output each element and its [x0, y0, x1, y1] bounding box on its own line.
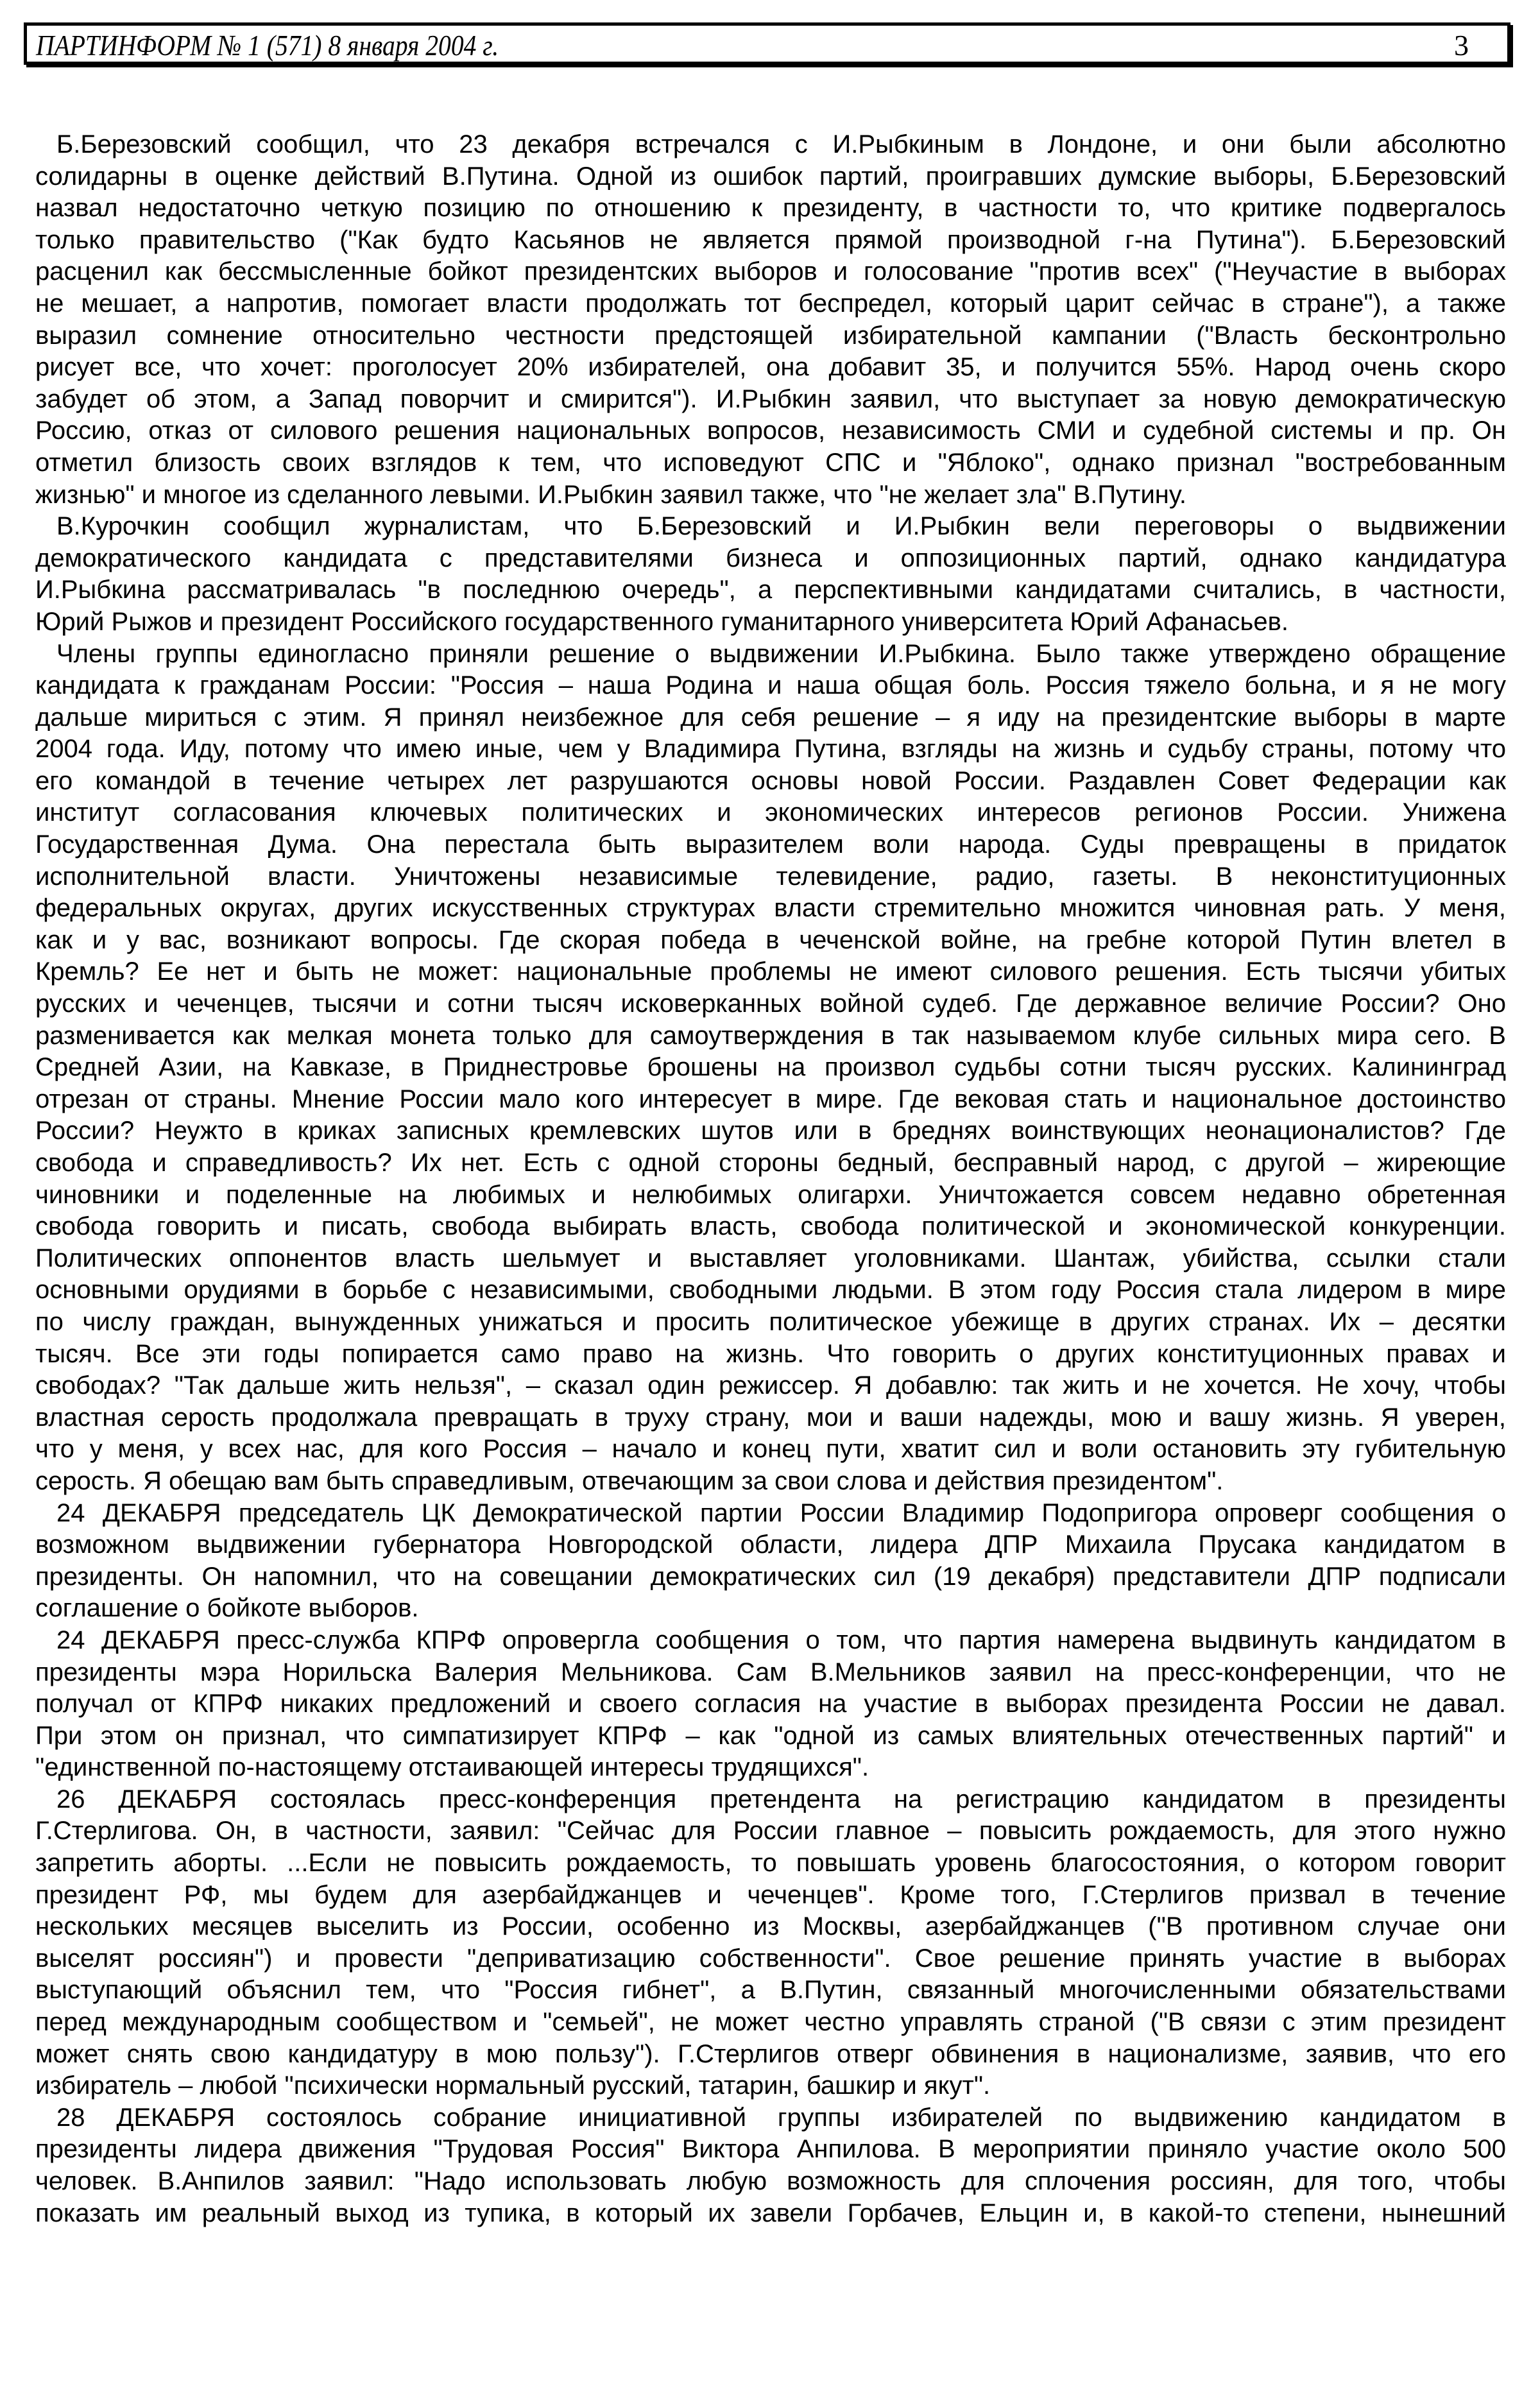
text-line: забудет об этом, а Запад поворчит и смирится"). И.Рыбкин заявил, что выступает за новую демократическую — [35, 384, 1506, 413]
text-line: Государственная Дума. Она перестала быть выразителем воли народа. Суды превращены в придаток — [35, 830, 1506, 859]
text-line: избиратель – любой "психически нормальный русский, татарин, башкир и якут". — [35, 2071, 991, 2100]
text-line: дальше мириться с этим. Я принял неизбежное для себя решение – я иду на президентские выборы в марте — [35, 703, 1506, 732]
text-line: расценил как бессмысленные бойкот президентских выборов и голосование "против всех" ("Неучастие в выборах — [35, 257, 1506, 286]
text-line: как и у вас, возникают вопросы. Где скорая победа в чеченской войне, на гребне которой Путин влетел в — [35, 925, 1506, 954]
text-line: 24 ДЕКАБРЯ пресс-служба КПРФ опровергла сообщения о том, что партия намерена выдвинуть кандидатом в — [56, 1625, 1506, 1654]
page-number: 3 — [1454, 29, 1469, 62]
paragraph — [35, 638, 1506, 1498]
text-line: назвал недостаточно четкую позицию по отношению к президенту, в частности то, что критике подвергалось — [35, 194, 1506, 223]
text-line: отметил близость своих взглядов к тем, что исповедуют СПС и "Яблоко", однако признал "востребованным — [35, 448, 1506, 477]
text-line: выразил сомнение относительно честности предстоящей избирательной кампании ("Власть бесконтрольно — [35, 321, 1506, 350]
text-line: чиновники и поделенные на любимых и нелюбимых олигархи. Уничтожается совсем недавно обретенная — [35, 1180, 1506, 1209]
text-line: Члены группы единогласно приняли решение о выдвижении И.Рыбкина. Было также утверждено обращение — [56, 639, 1506, 668]
text-line: президенты. Он напомнил, что на совещании демократических сил (19 декабря) представители ДПР подписали — [35, 1562, 1506, 1591]
text-line: свобода говорить и писать, свобода выбирать власть, свобода политической и экономической конкуренции. — [35, 1212, 1506, 1241]
paragraph — [35, 1498, 1506, 1625]
text-line: России? Неужто в криках записных кремлевских шутов или в бреднях воинствующих неонационалистов? Где — [35, 1117, 1506, 1145]
text-line: нескольких месяцев выселить из России, особенно из Москвы, азербайджанцев ("В противном случае они — [35, 1912, 1506, 1941]
text-line: по числу граждан, вынужденных унижаться и просить политическое убежище в других странах. Их – десятки — [35, 1307, 1506, 1336]
text-line: что у меня, у всех нас, для кого Россия – начало и конец пути, хватит сил и воли остановить эту губительную — [35, 1435, 1506, 1464]
text-line: кандидата к гражданам России: "Россия – наша Родина и наша общая боль. Россия тяжело больна, и я не могу — [35, 671, 1506, 700]
text-line: свободах? "Так дальше жить нельзя", – сказал один режиссер. Я добавлю: так жить и не хочется. Не хочу, чтобы — [35, 1371, 1506, 1400]
text-line: его командой в течение четырех лет разрушаются основы новой России. Раздавлен Совет Федерации как — [35, 766, 1506, 795]
paragraph — [35, 1784, 1506, 2102]
text-line: президенты лидера движения "Трудовая Россия" Виктора Анпилова. В мероприятии приняло участие около 500 — [35, 2135, 1506, 2164]
text-line: тысяч. Все эти годы попирается само право на жизнь. Что говорить о других конституционных правах и — [35, 1339, 1506, 1368]
text-line: 26 ДЕКАБРЯ состоялась пресс-конференция претендента на регистрацию кандидатом в президенты — [56, 1785, 1506, 1813]
text-line: соглашение о бойкоте выборов. — [35, 1594, 419, 1623]
text-line: федеральных округах, других искусственных структурах власти стремительно множится чиновная рать. У меня, — [35, 894, 1506, 923]
text-line: Россию, отказ от силового решения национальных вопросов, независимость СМИ и судебной системы и пр. Он — [35, 416, 1506, 445]
text-line: запретить аборты. ...Если не повысить рождаемость, то повышать уровень благосостояния, о котором говорит — [35, 1849, 1506, 1878]
text-line: получал от КПРФ никаких предложений и своего согласия на участие в выборах президента России не давал. — [35, 1690, 1506, 1718]
text-line: возможном выдвижении губернатора Новгородской области, лидера ДПР Михаила Прусака кандидатом в — [35, 1530, 1506, 1559]
text-line: выступающий объяснил тем, что "Россия гибнет", а В.Путин, связанный многочисленными обязательствами — [35, 1976, 1506, 2005]
text-line: Средней Азии, на Кавказе, в Приднестровье брошены на произвол судьбы сотни тысяч русских. Калининград — [35, 1053, 1506, 1082]
text-line: основными орудиями в борьбе с независимыми, свободными людьми. В этом году Россия стала лидером в мире — [35, 1276, 1506, 1305]
text-line: рисует все, что хочет: проголосует 20% избирателей, она добавит 35, и получится 55%. Народ очень скоро — [35, 353, 1506, 382]
paragraph — [35, 129, 1506, 511]
text-line: Г.Стерлигова. Он, в частности, заявил: "Сейчас для России главное – повысить рождаемость, для этого нужно — [35, 1817, 1506, 1846]
text-line: не мешает, а напротив, помогает власти продолжать тот беспредел, который царит сейчас в стране"), а также — [35, 289, 1506, 318]
text-line: И.Рыбкина рассматривалась "в последнюю очередь", а перспективными кандидатами считались, в частности, — [35, 576, 1506, 604]
text-line: президент РФ, мы будем для азербайджанцев и чеченцев". Кроме того, Г.Стерлигов призвал в течение — [35, 1880, 1506, 1909]
text-line: русских и чеченцев, тысячи и сотни тысяч исковерканных войной судеб. Где державное величие России? Оно — [35, 990, 1506, 1018]
text-line: 2004 года. Иду, потому что имею иные, чем у Владимира Путина, взгляды на жизнь и судьбу страны, потому что — [35, 735, 1506, 764]
text-line: "единственной по-настоящему отстаивающей интересы трудящихся". — [35, 1753, 869, 1782]
text-line: Кремль? Ее нет и быть не может: национальные проблемы не имеют силового решения. Есть тысячи убитых — [35, 957, 1506, 986]
text-line: отрезан от страны. Мнение России мало кого интересует в мире. Где вековая стать и национальное достоинство — [35, 1084, 1506, 1113]
text-line: президенты мэра Норильска Валерия Мельникова. Сам В.Мельников заявил на пресс-конференции, что не — [35, 1658, 1506, 1686]
text-line: свобода и справедливость? Их нет. Есть с одной стороны бедный, бесправный народ, с другой – жиреющие — [35, 1149, 1506, 1177]
text-line: 28 ДЕКАБРЯ состоялось собрание инициативной группы избирателей по выдвижению кандидатом в — [56, 2103, 1506, 2132]
article-body — [35, 129, 1506, 2229]
text-line: При этом он признал, что симпатизирует КПРФ – как "одной из самых влиятельных отечественных партий" и — [35, 1721, 1506, 1750]
text-line: властная серость продолжала превращать в труху страну, мои и ваши надежды, мою и вашу жизнь. Я уверен, — [35, 1403, 1506, 1432]
text-line: демократического кандидата с представителями бизнеса и оппозиционных партий, однако кандидатура — [35, 544, 1506, 572]
text-line: институт согласования ключевых политических и экономических интересов регионов России. Унижена — [35, 798, 1506, 827]
text-line: показать им реальный выход из тупика, в который их завели Горбачев, Ельцин и, в какой-то степени, нынешний — [35, 2198, 1506, 2227]
paragraph — [35, 511, 1506, 638]
text-line: исполнительной власти. Уничтожены независимые телевидение, радио, газеты. В неконституционных — [35, 862, 1506, 891]
paragraph — [35, 2102, 1506, 2229]
text-line: 24 ДЕКАБРЯ председатель ЦК Демократической партии России Владимир Подопригора опроверг сообщения о — [56, 1498, 1506, 1527]
text-line: серость. Я обещаю вам быть справедливым, отвечающим за свои слова и действия президентом". — [35, 1466, 1224, 1495]
text-line: разменивается как мелкая монета только для самоутверждения в так называемом клубе сильных мира сего. В — [35, 1021, 1506, 1050]
text-line: солидарны в оценке действий В.Путина. Одной из ошибок партий, проигравших думские выборы, Б.Березовский — [35, 162, 1506, 191]
paragraph — [35, 1625, 1506, 1784]
page-header — [24, 22, 1510, 65]
text-line: может снять свою кандидатуру в мою пользу"). Г.Стерлигов отверг обвинения в национализме, заявив, что его — [35, 2039, 1506, 2068]
text-line: Юрий Рыжов и президент Российского государственного гуманитарного университета Юрий Афанасьев. — [35, 607, 1288, 636]
text-line: только правительство ("Как будто Касьянов не является прямой производной г-на Путина"). Б.Березовский — [35, 225, 1506, 254]
text-line: перед международным сообществом и "семьей", не может честно управлять страной ("В связи с этим президент — [35, 2008, 1506, 2037]
text-line: В.Курочкин сообщил журналистам, что Б.Березовский и И.Рыбкин вели переговоры о выдвижении — [56, 512, 1506, 541]
publication-title: ПАРТИНФОРМ № 1 (571) 8 января 2004 г. — [36, 29, 499, 62]
text-line: человек. В.Анпилов заявил: "Надо использовать любую возможность для сплочения россиян, для того, чтобы — [35, 2167, 1506, 2195]
text-line: жизнью" и многое из сделанного левыми. И.Рыбкин заявил также, что "не желает зла" В.Путину. — [35, 480, 1187, 509]
text-line: Политических оппонентов власть шельмует и выставляет уголовниками. Шантаж, убийства, ссылки стали — [35, 1244, 1506, 1272]
text-line: выселят россиян") и провести "деприватизацию собственности". Свое решение принять участие в выборах — [35, 1944, 1506, 1973]
text-line: Б.Березовский сообщил, что 23 декабря встречался с И.Рыбкиным в Лондоне, и они были абсолютно — [56, 130, 1506, 159]
